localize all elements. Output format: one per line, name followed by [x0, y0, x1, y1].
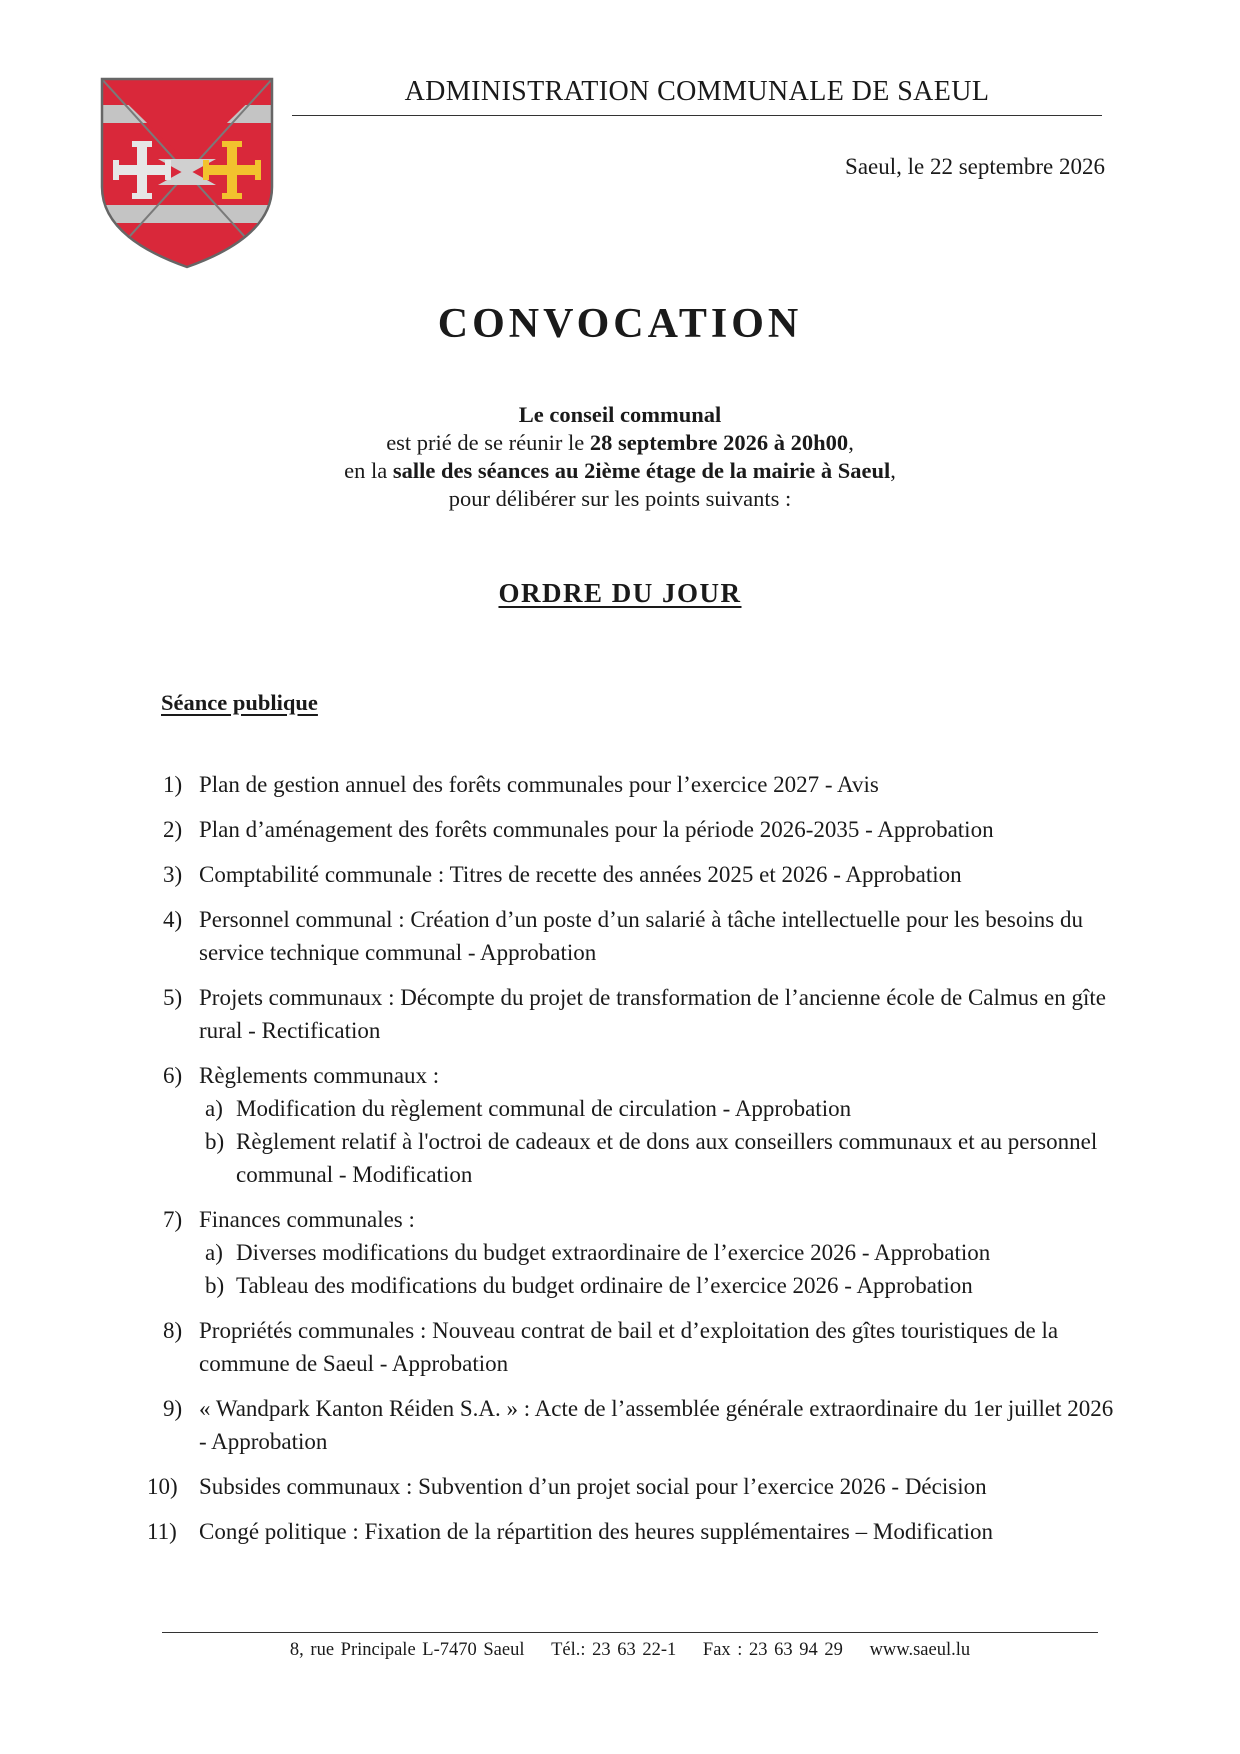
intro-text: , [890, 458, 896, 483]
intro-line-4: pour délibérer sur les points suivants : [448, 486, 792, 511]
page-title: CONVOCATION [437, 301, 803, 347]
agenda-subitem-text: Règlement relatif à l'octroi de cadeaux et de dons aux conseillers communaux et au personnel communal - Modification [236, 1129, 1098, 1187]
agenda-item-text: Finances communales : [199, 1207, 415, 1232]
agenda-item [147, 1515, 1123, 1548]
intro-line-1: Le conseil communal [518, 402, 722, 427]
agenda-item-number: 5) [163, 985, 183, 1010]
coat-of-arms-icon [100, 77, 274, 269]
agenda-item-text: Subsides communaux : Subvention d’un projet social pour l’exercice 2026 - Décision [199, 1474, 987, 1499]
agenda-item [163, 981, 1123, 1047]
agenda-subitem-text: Tableau des modifications du budget ordinaire de l’exercice 2026 - Approbation [236, 1273, 973, 1298]
footer-address: 8, rue Principale L-7470 Saeul [289, 1640, 525, 1660]
agenda-subitem [163, 1125, 1123, 1191]
footer-website: www.saeul.lu [869, 1640, 971, 1660]
intro-text: , [848, 430, 854, 455]
agenda-heading [0, 578, 1240, 609]
agenda-item [163, 1392, 1123, 1458]
agenda-subitem [163, 1269, 1123, 1302]
agenda-item [163, 1314, 1123, 1380]
footer-fax: Fax : 23 63 94 29 [702, 1640, 843, 1660]
meeting-datetime: 28 septembre 2026 à 20h00 [589, 430, 849, 455]
agenda-item-text: Plan de gestion annuel des forêts communales pour l’exercice 2027 - Avis [199, 772, 879, 797]
agenda-item-number: 4) [163, 907, 183, 932]
agenda-subitem-letter: b) [205, 1129, 225, 1154]
agenda-item-number: 7) [163, 1207, 183, 1232]
agenda-subitem-letter: b) [205, 1273, 225, 1298]
intro-line-3 [0, 457, 1240, 485]
agenda-item [163, 858, 1123, 891]
agenda-item-text: Règlements communaux : [199, 1063, 440, 1088]
agenda-item-text: Propriétés communales : Nouveau contrat de bail et d’exploitation des gîtes touristiques de la commune de Saeul - Approbation [199, 1318, 1059, 1376]
agenda-subitem-text: Modification du règlement communal de circulation - Approbation [236, 1096, 852, 1121]
agenda-list [147, 768, 1123, 1560]
agenda-item-text: Plan d’aménagement des forêts communales pour la période 2026-2035 - Approbation [199, 817, 994, 842]
date-line: Saeul, le 22 septembre 2026 [845, 154, 1105, 179]
agenda-item-number: 9) [163, 1396, 183, 1421]
intro-text: en la [344, 458, 393, 483]
agenda-item [147, 1470, 1123, 1503]
agenda-item-text: Personnel communal : Création d’un poste d’un salarié à tâche intellectuelle pour les besoins du service technique communal - Approbation [199, 907, 1083, 965]
agenda-item-text: Projets communaux : Décompte du projet de transformation de l’ancienne école de Calmus en gîte rural - Rectification [199, 985, 1106, 1043]
agenda-item-number: 11) [147, 1519, 177, 1544]
agenda-item [163, 1203, 1123, 1302]
intro-text: est prié de se réunir le [386, 430, 590, 455]
agenda-item-text: Congé politique : Fixation de la répartition des heures supplémentaires – Modification [199, 1519, 993, 1544]
agenda-item [163, 1059, 1123, 1191]
agenda-item-number: 8) [163, 1318, 183, 1343]
footer-phone: Tél.: 23 63 22-1 [551, 1640, 677, 1660]
agenda-item [163, 768, 1123, 801]
agenda-subitem-letter: a) [205, 1096, 223, 1121]
agenda-item-text: Comptabilité communale : Titres de recette des années 2025 et 2026 - Approbation [199, 862, 962, 887]
agenda-item-number: 6) [163, 1063, 183, 1088]
agenda-item-number: 10) [147, 1474, 178, 1499]
meeting-location: salle des séances au 2ième étage de la mairie à Saeul [392, 458, 891, 483]
agenda-heading-text: ORDRE DU JOUR [498, 578, 742, 608]
agenda-item-number: 3) [163, 862, 183, 887]
agenda-item-number: 1) [163, 772, 183, 797]
agenda-subitem-text: Diverses modifications du budget extraordinaire de l’exercice 2026 - Approbation [236, 1240, 991, 1265]
agenda-item-text: « Wandpark Kanton Réiden S.A. » : Acte de l’assemblée générale extraordinaire du 1er juillet 2026 - Approbation [199, 1396, 1114, 1454]
agenda-item [163, 813, 1123, 846]
intro-paragraph [0, 401, 1240, 513]
agenda-item-number: 2) [163, 817, 183, 842]
agenda-item [163, 903, 1123, 969]
intro-line-2 [0, 429, 1240, 457]
section-heading: Séance publique [161, 690, 318, 715]
agenda-subitem-letter: a) [205, 1240, 223, 1265]
agenda-subitem [163, 1092, 1123, 1125]
footer [162, 1632, 1098, 1661]
administration-header: ADMINISTRATION COMMUNALE DE SAEUL [292, 76, 1102, 116]
agenda-subitem [163, 1236, 1123, 1269]
